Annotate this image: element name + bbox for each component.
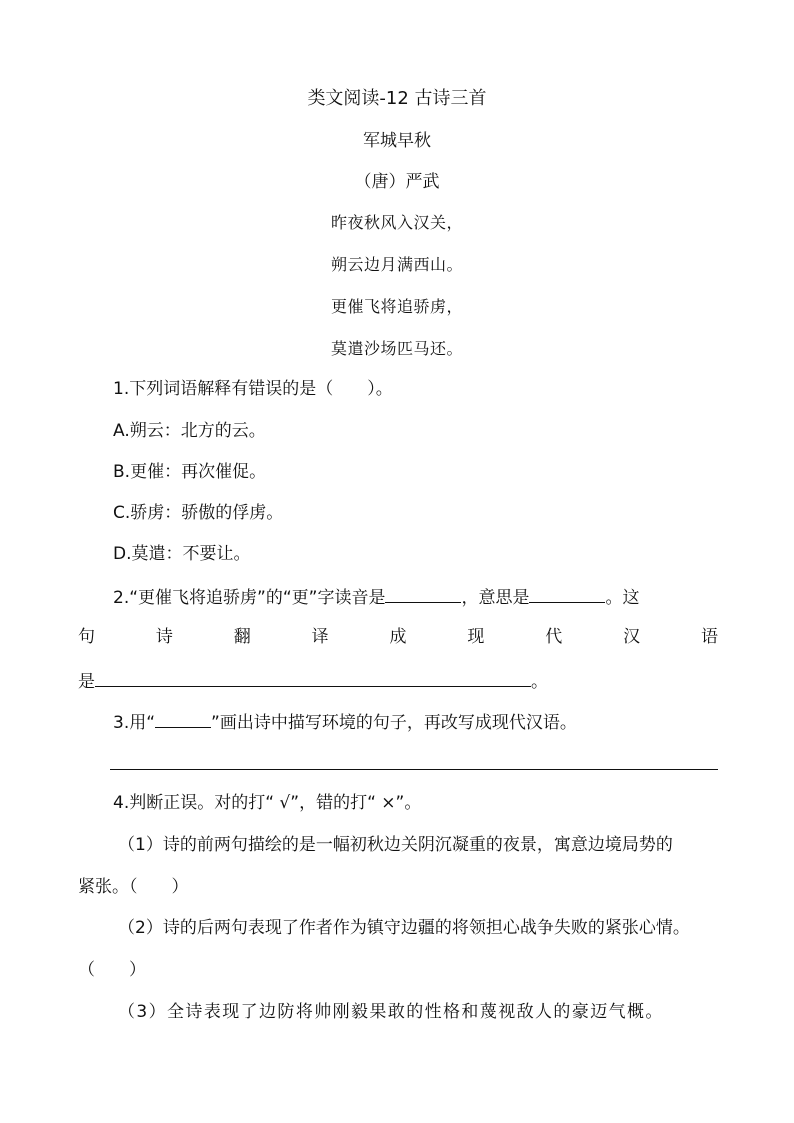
answer-blank-pronunciation[interactable] (385, 584, 461, 603)
question-1 (113, 378, 393, 400)
answer-line-3[interactable] (110, 769, 718, 770)
question-2-part2: ，意思是 (461, 588, 530, 608)
question-4-item-1-line-1: （1）诗的前两句描绘的是一幅初秋边关阴沉凝重的夜景，寓意边境局势的 (118, 835, 673, 855)
question-1-stem: 1.下列词语解释有错误的是（ (113, 379, 334, 399)
spread-char: 译 (311, 627, 329, 647)
question-3-part1: 3.用“ (113, 713, 156, 733)
poem-author: （唐）严武 (354, 172, 440, 192)
item-2-open-paren: （ (78, 960, 95, 980)
underline-sample (155, 709, 211, 728)
question-4-stem: 4.判断正误。对的打“ √”，错的打“ ×”。 (113, 793, 422, 813)
question-3 (113, 709, 577, 734)
question-4-item-2-line-1: （2）诗的后两句表现了作者作为镇守边疆的将领担心战争失败的紧张心情。 (118, 918, 690, 938)
question-3-part2: ”画出诗中描写环境的句子，再改写成现代汉语。 (211, 713, 577, 733)
spread-char: 成 (389, 627, 407, 647)
question-4-item-3-line-1: （3）全诗表现了边防将帅刚毅果敢的性格和蔑视敌人的豪迈气概。 (118, 1002, 664, 1022)
question-2-line3-start: 是 (78, 672, 95, 692)
spread-char: 汉 (623, 627, 641, 647)
spread-char: 句 (78, 627, 95, 647)
document-title: 类文阅读-12 古诗三首 (307, 88, 487, 109)
item-1-tail: 紧张。（ (78, 877, 138, 897)
poem-line-3: 更催飞将追骄虏， (330, 297, 463, 316)
spread-char: 代 (545, 627, 563, 647)
question-4-item-2-line-2 (78, 959, 146, 981)
item-1-close-paren: ） (171, 877, 189, 897)
option-d: D.莫遣：不要让。 (113, 544, 251, 564)
question-2-part1: 2.“更催飞将追骄虏”的“更”字读音是 (113, 588, 386, 608)
option-c: C.骄虏：骄傲的俘虏。 (113, 503, 284, 523)
question-2 (113, 584, 639, 609)
option-a: A.朔云：北方的云。 (113, 421, 266, 441)
spread-char: 翻 (233, 627, 251, 647)
spread-char: 语 (701, 627, 718, 647)
question-1-stem-end: ）。 (367, 379, 393, 399)
question-4-item-1-line-2 (78, 876, 189, 898)
question-2-line3 (78, 668, 548, 693)
question-2-line3-end: 。 (531, 672, 548, 692)
poem-line-2: 朔云边月满西山。 (330, 255, 463, 274)
question-2-part3: 。这 (605, 588, 640, 608)
answer-blank-meaning[interactable] (529, 584, 605, 603)
poem-title: 军城早秋 (363, 131, 431, 151)
poem-line-4: 莫遣沙场匹马还。 (330, 339, 463, 358)
question-2-continued (78, 626, 718, 648)
answer-blank-translation[interactable] (95, 668, 531, 687)
spread-char: 诗 (155, 627, 173, 647)
option-b: B.更催：再次催促。 (113, 462, 267, 482)
spread-char: 现 (467, 627, 485, 647)
poem-line-1: 昨夜秋风入汉关， (330, 213, 463, 232)
item-2-close-paren: ） (129, 960, 146, 980)
